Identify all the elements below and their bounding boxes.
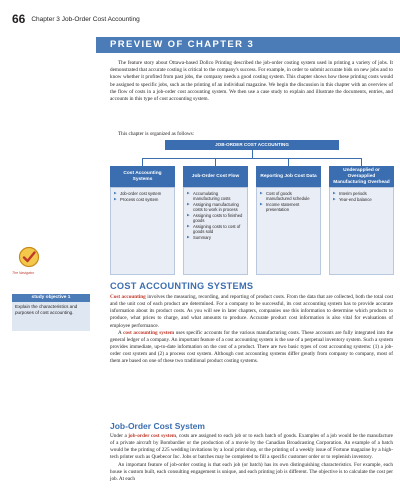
chapter-organization-diagram <box>110 140 394 277</box>
section-body <box>110 294 393 366</box>
column-body <box>329 187 394 275</box>
column-heading: Cost Accounting Systems <box>110 166 175 187</box>
subsection-paragraph-1 <box>110 433 393 462</box>
paragraph-lead: Under a <box>110 433 129 439</box>
organization-note: This chapter is organized as follows: <box>118 131 195 137</box>
column-item: ▶ Summary <box>187 235 244 240</box>
column-item: ▶ Accumulating manufacturing costs <box>187 191 244 201</box>
key-term: cost accounting system <box>123 329 175 336</box>
section-paragraph-1 <box>110 294 393 330</box>
column-item: ▶ Assigning costs to cost of goods sold <box>187 224 244 234</box>
diagram-column-reporting-job-cost-data <box>256 166 321 275</box>
column-item: ▶ Interim periods <box>333 191 390 196</box>
running-header <box>0 12 140 26</box>
column-heading: Underapplied or Overapplied Manufacturing Overhead <box>329 166 394 187</box>
paragraph-text: involves the measuring, recording, and reporting of product costs. From the data that are collected, both the total cost and the unit cost of each product are determined. For a company to be successful, its cost accounting system has to provide accurate information about its product costs. As you will see in later chapters, companies use this information to determine which products to produce, what prices to charge, and what amounts to produce. Accurate product cost information is also vital for evaluations of employee performance. <box>110 294 394 329</box>
preview-paragraph-text: The feature story about Ottawa-based Dollco Printing described the job-order costing system used in printing a variety of jobs. It demonstrated that accurate costing is critical to the company's success. For example, in order to submit accurate bids on new jobs and to know whether it profited from past jobs, the company needs a good costing system. This chapter shows how these printing costs would be assigned to specific jobs, such as the printing of an individual magazine. We begin the discussion in this chapter with an overview of the flow of costs in a job-order cost accounting system. We then use a case study to explain and illustrate the documents, entries, and accounts in this type of cost accounting system. <box>110 60 393 103</box>
diagram-column-cost-accounting-systems <box>110 166 175 275</box>
study-objective-heading: study objective 1 <box>12 294 90 302</box>
column-body <box>110 187 175 275</box>
connector-col4 <box>361 158 362 166</box>
connector-col3 <box>288 158 289 166</box>
column-item: ▶ Cost of goods manufactured schedule <box>260 191 317 201</box>
preview-banner: PREVIEW OF CHAPTER 3 <box>96 37 400 53</box>
column-heading: Job-Order Cost Flow <box>183 166 248 187</box>
subsection-heading: Job-Order Cost System <box>110 421 205 431</box>
subsection-body <box>110 433 393 483</box>
preview-paragraph <box>110 60 393 103</box>
connector-col1 <box>142 158 143 166</box>
paragraph-text: uses specific accounts for the various manufacturing costs. These accounts are fully integrated into the general ledger of a company. An important feature of a cost accounting system is the use of a perpetual inventory system. Such a system provides immediate, up-to-date information on the cost of a product. There are two basic types of cost accounting systems: (1) a job-order cost system and (2) a process cost system. Although cost accounting systems differ greatly from company to company, most of them are based on one of these two traditional product costing systems. <box>110 329 393 365</box>
column-item: ▶ Process cost system <box>114 197 171 202</box>
section-heading: COST ACCOUNTING SYSTEMS <box>110 281 254 291</box>
paragraph-text: An important feature of job-order costing is that each job (or batch) has its own distinguishing characteristics. For example, each house is custom built, each consulting engagement is unique, and each printing job is different. The objective is to calculate the cost per job. At each <box>110 461 393 482</box>
study-objective-text: Explain the characteristics and purposes of cost accounting. <box>12 302 90 331</box>
study-objective-box <box>12 294 90 331</box>
column-body <box>256 187 321 275</box>
column-item: ▶ Job-order cost system <box>114 191 171 196</box>
navigator-label: The Navigator <box>12 271 34 275</box>
subsection-paragraph-2 <box>110 462 393 483</box>
key-term: job-order cost system <box>128 433 177 439</box>
paragraph-text: , costs are assigned to each job or to each batch of goods. Examples of a job would be the manufacture of a private aircraft by Bombardier or the production of a movie by the Canadian Broadcasting Corporation. An example of a batch would be the printing of 225 wedding invitations by a local print shop, or the printing of a weekly issue of Fortune magazine by a high-tech printer such as Quebecor Inc. Jobs or batches may be completed to fill a specific customer order or to replenish inventory. <box>110 433 393 461</box>
column-item: ▶ Income statement presentation <box>260 202 317 212</box>
diagram-column-under-over-applied-overhead <box>329 166 394 275</box>
column-heading: Reporting Job Cost Data <box>256 166 321 187</box>
connector-col2 <box>215 158 216 166</box>
column-item: ▶ Assigning costs to finished goods <box>187 213 244 223</box>
page-number: 66 <box>12 12 26 26</box>
section-paragraph-2 <box>110 330 393 366</box>
column-item: ▶ Year-end balance <box>333 197 390 202</box>
diagram-top-box: JOB-ORDER COST ACCOUNTING <box>165 140 339 150</box>
connector-vertical <box>252 150 253 158</box>
column-body <box>183 187 248 275</box>
chapter-label: Chapter 3 Job-Order Cost Accounting <box>31 15 140 23</box>
column-item: ▶ Assigning manufacturing costs to work in process <box>187 202 244 212</box>
connector-horizontal <box>142 158 362 159</box>
diagram-column-job-order-cost-flow <box>183 166 248 275</box>
key-term: Cost accounting <box>110 294 146 300</box>
navigator-checkmark-icon <box>18 246 40 268</box>
paragraph-lead: A <box>118 329 124 336</box>
